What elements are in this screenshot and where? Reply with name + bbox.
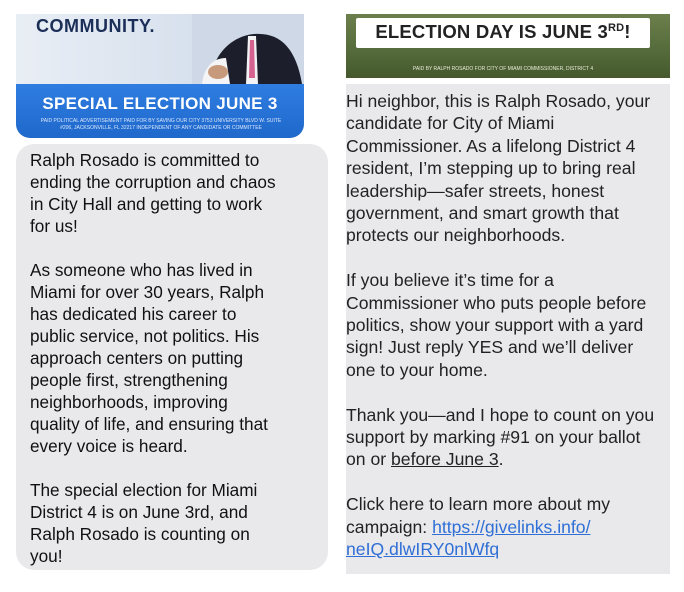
special-election-ad-image[interactable] <box>16 14 304 138</box>
message-line: resident, I’m stepping up to bring real <box>346 158 636 179</box>
message-line: on or <box>346 449 391 470</box>
ad-headline-end: ! <box>624 21 631 42</box>
message-paragraph <box>30 479 318 567</box>
message-line: Commissioner. As a lifelong District 4 <box>346 135 636 156</box>
message-line: As someone who has lived in <box>30 260 253 280</box>
ad-headline-text: ELECTION DAY IS JUNE 3 <box>375 21 608 42</box>
message-line: quality of life, and ensuring that <box>30 414 268 434</box>
message-line: District 4 is on June 3rd, and <box>30 502 248 522</box>
message-line: people first, strengthening <box>30 370 228 390</box>
message-line: public service, not politics. His <box>30 326 260 346</box>
candidate-photo <box>192 14 304 84</box>
election-day-ad-image[interactable] <box>346 14 670 78</box>
message-paragraph <box>30 149 318 237</box>
message-line: for us! <box>30 216 78 236</box>
message-paragraph <box>346 90 670 247</box>
message-line: Click here to learn more about my <box>346 494 611 515</box>
ad-blue-banner <box>16 84 304 138</box>
ad-headline: SPECIAL ELECTION JUNE 3 <box>42 94 278 113</box>
message-paragraph <box>346 493 670 560</box>
ad-headline-superscript: RD <box>607 21 625 34</box>
message-line: has dedicated his career to <box>30 304 237 324</box>
message-paragraph <box>346 404 670 471</box>
message-line: The special election for Miami <box>30 480 258 500</box>
message-line: Ralph Rosado is committed to <box>30 150 260 170</box>
ad-image-top <box>16 14 304 84</box>
message-line: neighborhoods, improving <box>30 392 228 412</box>
message-line: candidate for City of Miami <box>346 113 555 134</box>
message-bubble[interactable] <box>346 84 670 574</box>
message-line: every voice is heard. <box>30 436 188 456</box>
message-line: protects our neighborhoods. <box>346 225 566 246</box>
message-line: campaign: <box>346 516 433 537</box>
message-line: . <box>498 449 504 470</box>
ad-disclaimer: PAID BY RALPH ROSADO FOR CITY OF MIAMI COMMISSIONER, DISTRICT 4 <box>412 66 594 72</box>
message-line: Hi neighbor, this is Ralph Rosado, your <box>346 91 651 111</box>
message-line: support by marking #91 on your ballot <box>346 427 641 448</box>
right-message-screenshot <box>346 14 670 574</box>
message-line: Thank you—and I hope to count on you <box>346 404 655 425</box>
message-line: If you believe it’s time for a <box>346 270 554 291</box>
message-paragraph <box>346 269 670 381</box>
message-line: politics, show your support with a yard <box>346 315 644 336</box>
message-line: ending the corruption and chaos <box>30 172 276 192</box>
ad-headline <box>356 21 650 43</box>
campaign-link-continued[interactable]: neIQ.dlwIRY0nlWfq <box>346 539 500 560</box>
message-line: sign! Just reply YES and we’ll deliver <box>346 337 634 358</box>
message-line: Miami for over 30 years, Ralph <box>30 282 265 302</box>
ad-disclaimer: PAID POLITICAL ADVERTISEMENT PAID FOR BY SAVING OUR CITY 3753 UNIVERSITY BLVD W. SUITE #206, JACKSONVILLE, FL 32217 INDEPENDENT OF ANY CANDIDATE OR COMMITTEE <box>40 118 282 131</box>
message-line: Commissioner who puts people before <box>346 292 647 313</box>
message-line: leadership—safer streets, honest <box>346 180 605 201</box>
message-line: Ralph Rosado is counting on <box>30 524 250 544</box>
message-bubble[interactable] <box>16 144 328 570</box>
message-line: one to your home. <box>346 359 488 380</box>
message-line: in City Hall and getting to work <box>30 194 263 214</box>
campaign-link[interactable]: https://givelinks.info/ <box>432 516 591 537</box>
date-phrase[interactable]: before June 3 <box>391 449 499 470</box>
ad-headline-box <box>356 18 650 48</box>
message-paragraph <box>30 259 318 457</box>
left-message-screenshot <box>16 14 328 574</box>
ad-community-text: COMMUNITY. <box>36 16 155 36</box>
message-line: government, and smart growth that <box>346 203 619 224</box>
message-line: approach centers on putting <box>30 348 244 368</box>
message-line: you! <box>30 546 63 566</box>
